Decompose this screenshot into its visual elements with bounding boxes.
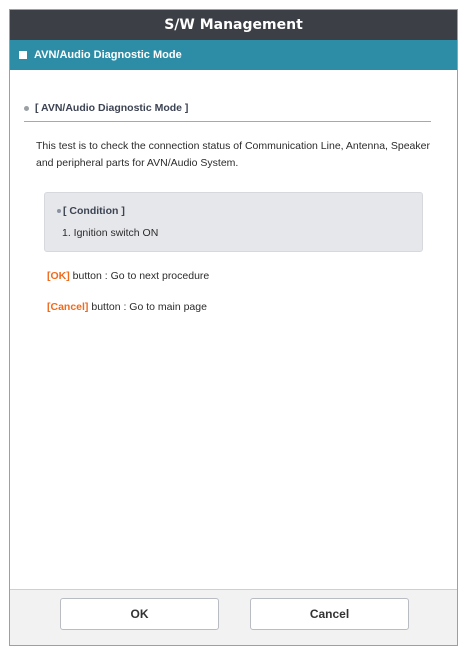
condition-item: 1. Ignition switch ON (62, 227, 159, 239)
mode-bar-label: AVN/Audio Diagnostic Mode (34, 49, 182, 61)
button-bar (10, 589, 457, 645)
section-heading-text: [ AVN/Audio Diagnostic Mode ] (35, 102, 189, 114)
condition-box (44, 192, 423, 252)
cancel-key-label: [Cancel] (47, 301, 89, 313)
ok-instruction-text: button : Go to next procedure (69, 270, 210, 282)
square-bullet-icon (19, 51, 27, 59)
sw-management-window (9, 9, 458, 646)
instruction-ok (47, 270, 457, 282)
cancel-button[interactable]: Cancel (250, 598, 409, 630)
bullet-dot-icon (24, 106, 29, 111)
condition-title (57, 205, 422, 217)
cancel-instruction-text: button : Go to main page (88, 301, 207, 313)
section-description: This test is to check the connection status of Communication Line, Antenna, Speaker and peripheral parts for AVN/Audio System. (36, 140, 430, 169)
bullet-dot-icon (57, 209, 61, 213)
window-title: S/W Management (10, 10, 457, 40)
condition-title-text: [ Condition ] (63, 205, 125, 217)
ok-button[interactable]: OK (60, 598, 219, 630)
instruction-cancel (47, 301, 457, 313)
section-heading (24, 102, 431, 122)
mode-bar (10, 40, 457, 70)
content-area (10, 70, 457, 313)
ok-key-label: [OK] (47, 270, 70, 282)
